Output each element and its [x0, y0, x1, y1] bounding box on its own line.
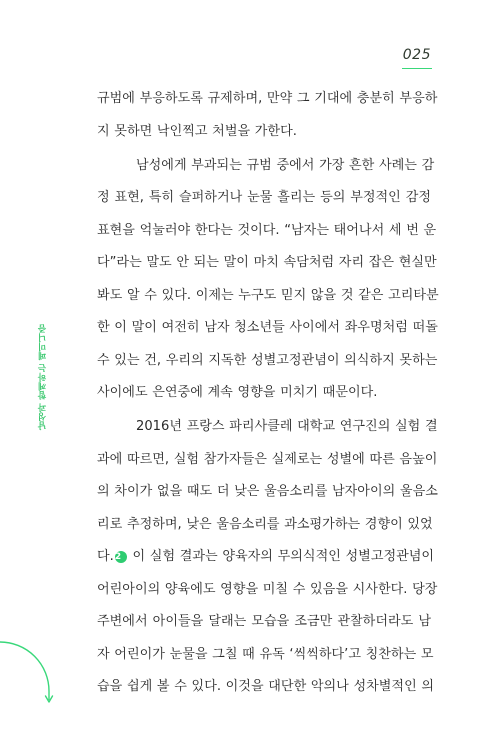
text-line: 어린아이의 양육에도 영향을 미칠 수 있음을 시사한다. 당장 [97, 581, 438, 597]
text-line: 표현을 억눌러야 한다는 것이다. “남자는 태어나서 세 번 운 [97, 222, 437, 238]
footnote-marker[interactable]: 2 [115, 551, 127, 563]
page-number: 025 [402, 47, 431, 63]
text-line-with-note [97, 547, 435, 580]
side-tab-label: 남성과 함께하는 페미니즘 [38, 324, 48, 430]
text-line: 자 어린이가 눈물을 그칠 때 유독 ‘씩씩하다’고 칭찬하는 모 [97, 646, 434, 662]
text-line: 의 차이가 없을 때도 더 낮은 울음소리를 남자아이의 울음소 [97, 484, 438, 499]
text-line: 봐도 알 수 있다. 이제는 누구도 믿지 않을 것 같은 고리타분 [97, 287, 439, 303]
text-line: 지 못하면 낙인찍고 처벌을 가한다. [97, 123, 297, 139]
arc-arrow-icon [0, 640, 60, 720]
text-fragment: 다. [97, 549, 114, 564]
text-line: 남성에게 부과되는 규범 중에서 가장 흔한 사례는 감 [136, 157, 435, 173]
body-text [97, 89, 439, 710]
side-tab [36, 312, 50, 442]
text-line: 규범에 부응하도록 규제하며, 만약 그 기대에 충분히 부응하 [97, 91, 438, 106]
text-line: 2016년 프랑스 파리사클레 대학교 연구진의 실험 결 [136, 419, 438, 434]
header-rule [402, 68, 432, 69]
text-line: 다”라는 말도 안 되는 말이 마치 속담처럼 자리 잡은 현실만 [97, 255, 437, 270]
text-line: 수 있는 건, 우리의 지독한 성별고정관념이 의식하지 못하는 [97, 352, 438, 368]
text-line: 리로 추정하며, 낮은 울음소리를 과소평가하는 경향이 있었 [97, 516, 433, 532]
text-line: 주변에서 아이들을 달래는 모습을 조금만 관찰하더라도 남 [97, 614, 431, 629]
text-line: 사이에도 은연중에 계속 영향을 미치기 때문이다. [97, 385, 378, 400]
text-line: 과에 따르면, 실험 참가자들은 실제로는 성별에 따른 음높이 [97, 451, 438, 467]
text-fragment: 이 실험 결과는 양육자의 무의식적인 성별고정관념이 [132, 549, 435, 564]
text-line: 한 이 말이 여전히 남자 청소년들 사이에서 좌우명처럼 떠돌 [97, 320, 438, 335]
text-line: 정 표현, 특히 슬퍼하거나 눈물 흘리는 등의 부정적인 감정 [97, 190, 431, 205]
text-line: 습을 쉽게 볼 수 있다. 이것을 대단한 악의나 성차별적인 의 [97, 679, 435, 694]
